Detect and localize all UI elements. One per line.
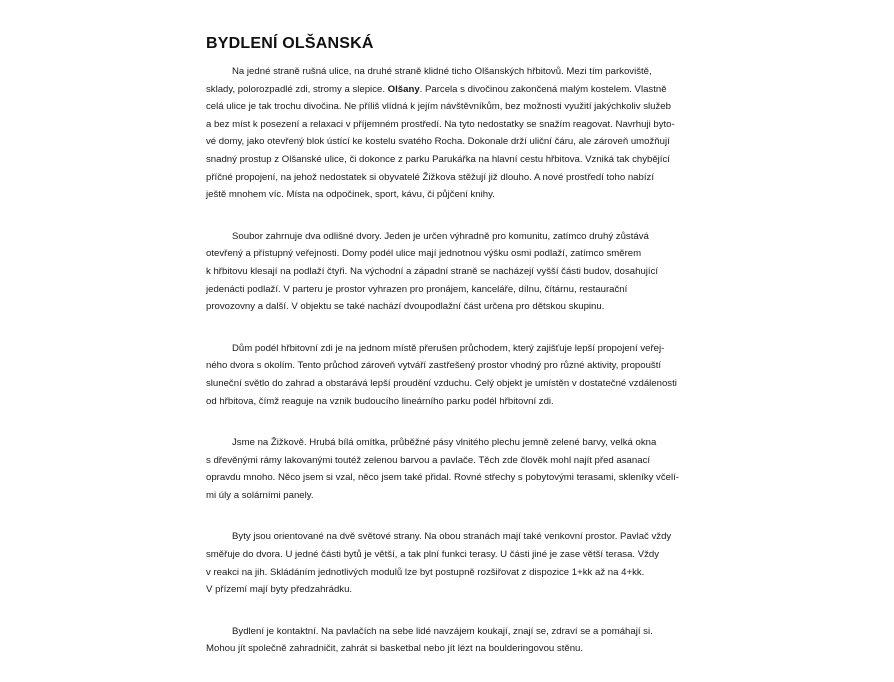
- text-line: jedenácti podlaží. V parteru je prostor vyhrazen pro pronájem, kanceláře, dílnu, čítárnu, restaurační: [206, 283, 628, 295]
- page-title: BYDLENÍ OLŠANSKÁ: [206, 35, 374, 52]
- text-line-end: . Parcela s divočinou zakončená malým kostelem. Vlastně: [419, 83, 667, 95]
- paragraph-5: [206, 528, 692, 598]
- text-line: V přízemí mají byty předzahrádku.: [206, 584, 353, 596]
- text-line: a bez míst k posezení a relaxaci v příjemném prostředí. Na tyto nedostatky se snažím reagovat. Navrhuji byto-: [206, 118, 675, 130]
- text-line: k hřbitovu klesají na podlaží čtyři. Na východní a západní straně se nacházejí vyšší části budov, dosahující: [206, 265, 659, 277]
- text-line: vé domy, jako otevřený blok ústící ke kostelu svatého Rocha. Dokonale drží uliční čáru, ale zároveň umožňují: [206, 136, 670, 148]
- text-line: sluneční světlo do zahrad a obstarává lepší proudění vzduchu. Celý objekt je umístěn v dostatečné vzdálenosti: [206, 377, 677, 389]
- text-line: mi úly a solárními panely.: [206, 489, 314, 501]
- text-line: celá ulice je tak trochu divočina. Ne příliš vlídná k jejím návštěvníkům, bez možnosti využití jakýchkoliv služeb: [206, 101, 671, 113]
- olsany-bold-word: Olšany: [387, 83, 420, 95]
- text-line: snadný prostup z Olšanské ulice, či dokonce z parku Parukářka na hlavní cestu hřbitova. Vzniká tak chybějící: [206, 153, 670, 165]
- text-line: Bydlení je kontaktní. Na pavlačích na sebe lidé navzájem koukají, znají se, zdraví se a pomáhají si.: [232, 625, 653, 637]
- paragraph-1: [206, 63, 692, 204]
- text-line: Dům podél hřbitovní zdi je na jednom místě přerušen průchodem, který zajišťuje lepší propojení veřej-: [232, 342, 665, 354]
- text-line: Soubor zahrnuje dva odlišné dvory. Jeden je určen výhradně pro komunitu, zatímco druhý zůstává: [232, 230, 649, 242]
- text-line: ného dvora s okolím. Tento průchod zároveň vytváří zastřešený prostor vhodný pro různé aktivity, propouští: [206, 360, 662, 372]
- paragraph-4: [206, 434, 692, 504]
- text-line: směřuje do dvora. U jedné části bytů je větší, a tak plní funkci terasy. U části jiné je zase větší terasa. Vždy: [206, 549, 660, 561]
- text-line: ještě mnohem víc. Místa na odpočinek, sport, kávu, či půjčení knihy.: [206, 189, 495, 201]
- text-line: v reakci na jih. Skládáním jednotlivých modulů lze byt postupně rozšiřovat z dispozice 1+kk až na 4+kk.: [206, 566, 645, 578]
- text-line: otevřený a přístupný veřejnosti. Domy podél ulice mají jednotnou výšku osmi podlaží, zatímco směrem: [206, 248, 642, 260]
- text-line: Jsme na Žižkově. Hrubá bílá omítka, průběžné pásy vlnitého plechu jemně zelené barvy, velká okna: [232, 437, 657, 449]
- text-line-start: sklady, polorozpadlé zdi, stromy a slepice.: [206, 83, 388, 95]
- paragraph-3: [206, 340, 692, 410]
- paragraph-2: [206, 228, 692, 316]
- text-line: Na jedné straně rušná ulice, na druhé straně klidné ticho Olšanských hřbitovů. Mezi tím parkoviště,: [232, 66, 652, 77]
- text-line: Mohou jít společně zahradničit, zahrát si basketbal nebo jít lézt na boulderingovou stěnu.: [206, 643, 584, 655]
- text-line: s dřevěnými rámy lakovanými toutéž zelenou barvou a pavlače. Těch zde člověk mohl najít před asanací: [206, 454, 651, 466]
- text-line: příčné propojení, na jehož nedostatek si obyvatelé Žižkova stěžují již dlouho. A nové prostředí toho nabízí: [206, 171, 654, 183]
- paragraph-6: [206, 623, 692, 658]
- text-line: od hřbitova, čímž reaguje na vznik budoucího lineárního parku podél hřbitovní zdi.: [206, 395, 554, 407]
- text-line: Byty jsou orientované na dvě světové strany. Na obou stranách mají také venkovní prostor. Pavlač vždy: [232, 531, 672, 543]
- text-line: [206, 81, 692, 99]
- text-line: provozovny a další. V objektu se také nachází dvoupodlažní část určena pro dětskou skupinu.: [206, 301, 605, 313]
- body-text: [206, 63, 692, 682]
- text-line: opravdu mnoho. Něco jsem si vzal, něco jsem také přidal. Rovné střechy s pobytovými terasami, skleníky včelí-: [206, 472, 679, 484]
